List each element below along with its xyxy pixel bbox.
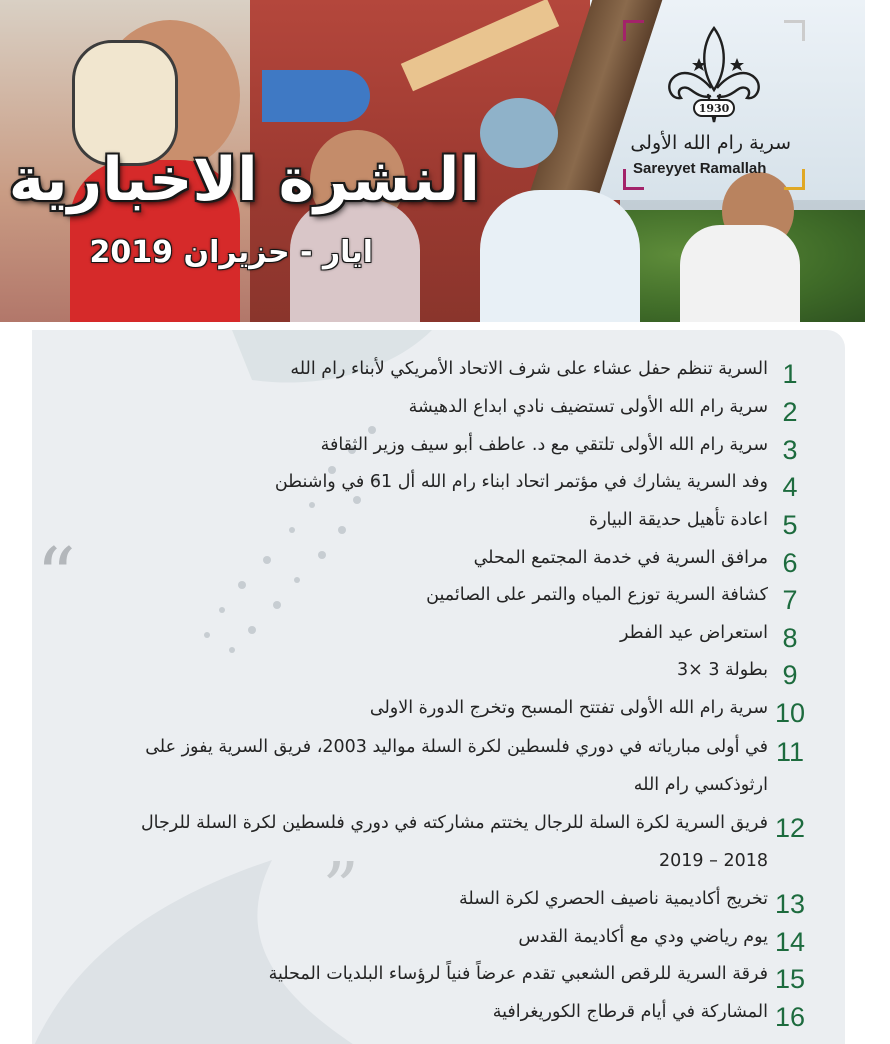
- item-title: يوم رياضي ودي مع أكاديمة القدس: [518, 927, 768, 947]
- issue-date: ايار - حزيران 2019: [89, 235, 373, 270]
- header-banner: [0, 0, 865, 322]
- logo-corner: [623, 20, 644, 41]
- contents-item-11[interactable]: [118, 728, 812, 804]
- item-number: 4: [782, 472, 798, 502]
- item-number: 14: [774, 927, 806, 957]
- item-title: بطولة 3 ×3: [676, 660, 768, 680]
- banner-photo-child: [680, 225, 800, 322]
- contents-item-14[interactable]: [518, 918, 812, 957]
- item-number: 11: [775, 737, 805, 767]
- contents-item-16[interactable]: [493, 993, 812, 1032]
- item-number: 5: [782, 510, 798, 540]
- item-number: 3: [782, 435, 798, 465]
- item-title: كشافة السرية توزع المياه والتمر على الصائمين: [426, 585, 768, 605]
- item-number: 8: [782, 623, 798, 653]
- sareyyet-logo: [623, 20, 805, 190]
- logo-english-name: Sareyyet Ramallah: [633, 160, 767, 177]
- item-number: 10: [774, 698, 806, 728]
- item-number: 16: [774, 1002, 806, 1032]
- quote-mark-icon: “: [36, 532, 76, 622]
- contents-item-5[interactable]: [589, 501, 812, 540]
- item-title: مرافق السرية في خدمة المجتمع المحلي: [473, 548, 768, 568]
- item-title: سرية رام الله الأولى تفتتح المسبح وتخرج الدورة الاولى: [369, 698, 768, 718]
- item-number: 12: [774, 813, 806, 843]
- item-title: السرية تنظم حفل عشاء على شرف الاتحاد الأمريكي لأبناء رام الله: [290, 359, 768, 379]
- contents-item-12[interactable]: [118, 804, 812, 886]
- item-number: 7: [782, 585, 798, 615]
- table-of-contents: [32, 330, 845, 1044]
- contents-panel: [32, 330, 845, 1044]
- contents-item-6[interactable]: [474, 539, 812, 578]
- contents-item-7[interactable]: [426, 576, 812, 615]
- logo-arabic-name: سرية رام الله الأولى: [630, 132, 791, 154]
- item-title: تخريج أكاديمية ناصيف الحصري لكرة السلة: [458, 889, 768, 909]
- contents-item-2[interactable]: [409, 388, 812, 427]
- logo-corner: [784, 20, 805, 41]
- logo-year: 1930: [698, 102, 730, 115]
- banner-photo-child: [480, 190, 640, 322]
- item-number: 2: [782, 397, 798, 427]
- item-title: فريق السرية لكرة السلة للرجال يختتم مشاركته في دوري فلسطين لكرة السلة للرجال 2018 – 2019: [140, 813, 768, 871]
- contents-item-8[interactable]: [620, 614, 812, 653]
- item-title: في أولى مبارياته في دوري فلسطين لكرة السلة مواليد 2003، فريق السرية يفوز على ارثوذكسي رام الله: [145, 737, 768, 795]
- banner-photo-paper-rocket: [262, 70, 370, 122]
- item-title: اعادة تأهيل حديقة البيارة: [588, 510, 768, 530]
- contents-item-4[interactable]: [275, 463, 812, 502]
- item-title: سرية رام الله الأولى تستضيف نادي ابداع الدهيشة: [408, 397, 768, 417]
- item-number: 15: [774, 964, 806, 994]
- item-title: سرية رام الله الأولى تلتقي مع د. عاطف أبو سيف وزير الثقافة: [320, 435, 768, 455]
- item-title: المشاركة في أيام قرطاج الكوريغرافية: [492, 1002, 768, 1022]
- fleur-de-lis-icon: [661, 24, 767, 128]
- item-title: استعراض عيد الفطر: [619, 623, 768, 643]
- logo-corner: [784, 169, 805, 190]
- contents-item-9[interactable]: [677, 651, 812, 690]
- contents-item-15[interactable]: [269, 955, 812, 994]
- item-number: 6: [782, 548, 798, 578]
- item-title: وفد السرية يشارك في مؤتمر اتحاد ابناء رام الله أل 61 في واشنطن: [274, 472, 768, 492]
- item-title: فرقة السرية للرقص الشعبي تقدم عرضاً فنياً لرؤساء البلديات المحلية: [268, 964, 768, 984]
- banner-photo-paper-puppet: [480, 98, 558, 168]
- item-number: 13: [774, 889, 806, 919]
- contents-item-10[interactable]: [370, 689, 812, 728]
- item-number: 9: [782, 660, 798, 690]
- contents-item-13[interactable]: [459, 880, 812, 919]
- page-title: النشرة الاخبارية: [8, 145, 480, 215]
- contents-item-1[interactable]: [290, 350, 812, 389]
- contents-item-3[interactable]: [321, 426, 812, 465]
- quote-mark-icon: „: [324, 804, 361, 886]
- item-number: 1: [782, 359, 798, 389]
